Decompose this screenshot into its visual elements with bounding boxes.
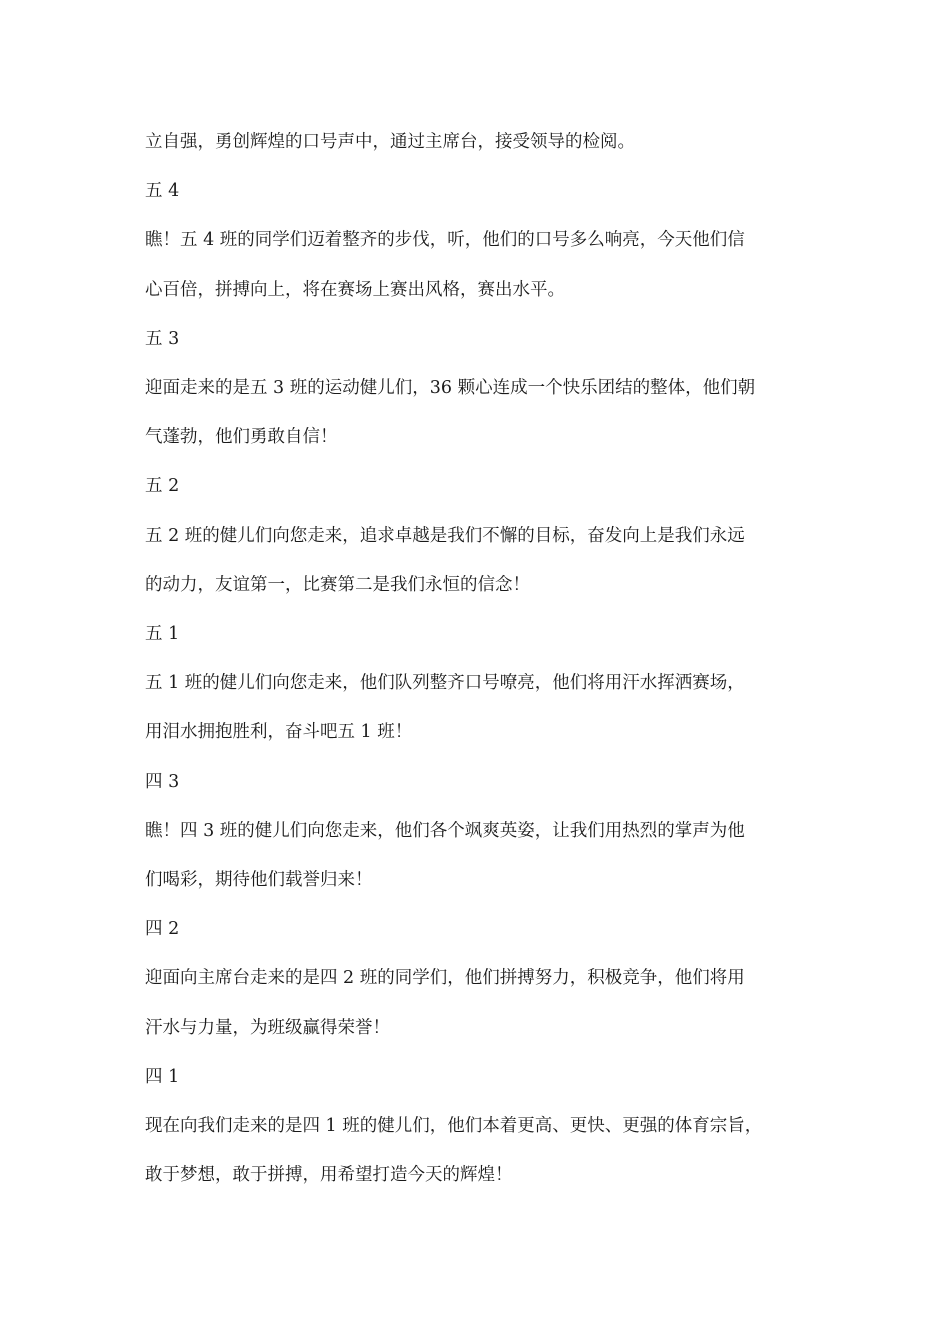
- text-line: 汗水与力量，为班级赢得荣誉！: [145, 1017, 390, 1038]
- text-line: 心百倍，拼搏向上，将在赛场上赛出风格，赛出水平。: [145, 279, 565, 300]
- text-line: 迎面走来的是五 3 班的运动健儿们，36 颗心连成一个快乐团结的整体，他们朝: [145, 378, 756, 399]
- section-heading-4-2: 四 2: [145, 919, 180, 940]
- text-line: 用泪水拥抱胜利，奋斗吧五 1 班！: [145, 722, 413, 743]
- text-line: 瞧！四 3 班的健儿们向您走来，他们各个飒爽英姿，让我们用热烈的掌声为他: [145, 820, 745, 841]
- text-line: 气蓬勃，他们勇敢自信！: [145, 427, 338, 448]
- text-line: 五 2 班的健儿们向您走来，追求卓越是我们不懈的目标，奋发向上是我们永远: [145, 525, 745, 546]
- text-line: 敢于梦想，敢于拼搏，用希望打造今天的辉煌！: [145, 1165, 513, 1186]
- section-heading-5-4: 五 4: [145, 181, 180, 202]
- document-body: [145, 118, 835, 1200]
- text-line: 的动力，友谊第一，比赛第二是我们永恒的信念！: [145, 574, 530, 595]
- section-heading-5-3: 五 3: [145, 328, 180, 349]
- text-line: 瞧！五 4 班的同学们迈着整齐的步伐，听，他们的口号多么响亮，今天他们信: [145, 230, 745, 251]
- text-line: 迎面向主席台走来的是四 2 班的同学们，他们拼搏努力，积极竞争，他们将用: [145, 968, 745, 989]
- text-line: 立自强，勇创辉煌的口号声中，通过主席台，接受领导的检阅。: [145, 132, 635, 152]
- section-heading-5-1: 五 1: [145, 624, 180, 645]
- section-heading-4-3: 四 3: [145, 771, 180, 792]
- section-heading-4-1: 四 1: [145, 1066, 180, 1087]
- text-line: 现在向我们走来的是四 1 班的健儿们，他们本着更高、更快、更强的体育宗旨，: [145, 1116, 763, 1137]
- text-line: 五 1 班的健儿们向您走来，他们队列整齐口号嘹亮，他们将用汗水挥洒赛场，: [145, 673, 745, 694]
- section-heading-5-2: 五 2: [145, 476, 180, 497]
- text-line: 们喝彩，期待他们载誉归来！: [145, 870, 373, 891]
